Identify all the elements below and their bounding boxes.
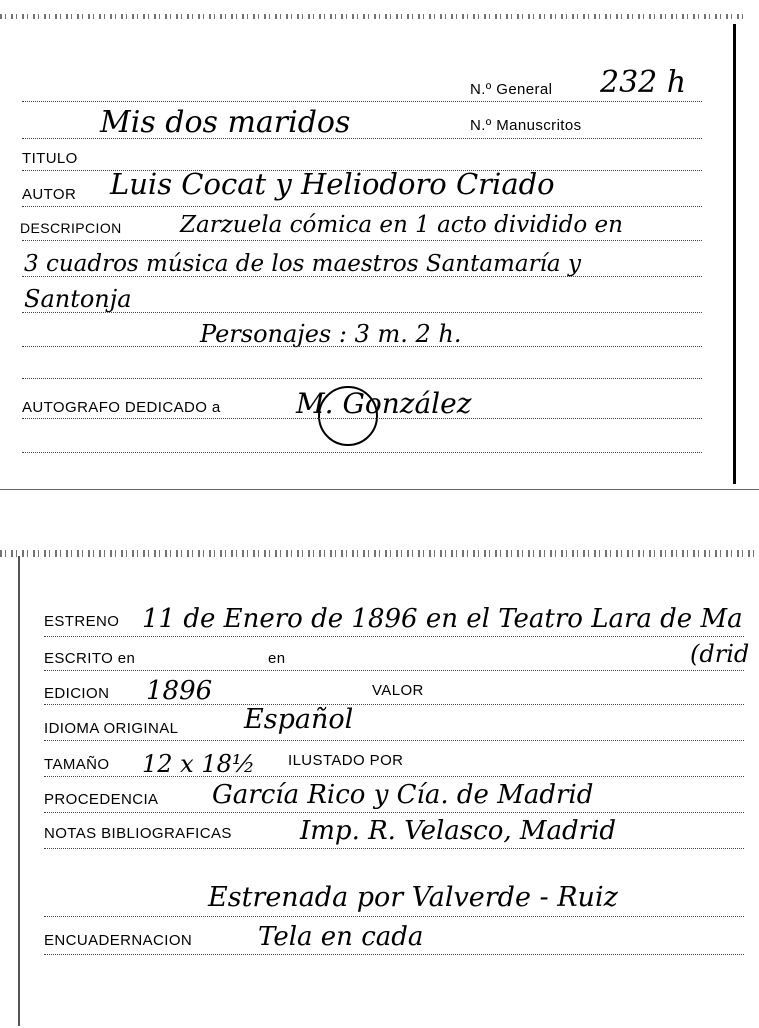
escrito-line bbox=[44, 670, 744, 671]
autografo-line-2 bbox=[22, 452, 702, 453]
estreno-line bbox=[44, 636, 744, 637]
notas-label: NOTAS BIBLIOGRAFICAS bbox=[44, 825, 232, 842]
card-front bbox=[0, 0, 759, 495]
notas-value: Imp. R. Velasco, Madrid bbox=[300, 816, 617, 846]
card-top-edge bbox=[0, 14, 745, 19]
procedencia-label: PROCEDENCIA bbox=[44, 791, 159, 808]
estreno-label: ESTRENO bbox=[44, 613, 120, 630]
titulo-label: TITULO bbox=[22, 150, 78, 167]
notas-line bbox=[44, 848, 744, 849]
idioma-label: IDIOMA ORIGINAL bbox=[44, 720, 179, 737]
edicion-value: 1896 bbox=[146, 676, 213, 706]
ilustrado-label: ILUSTADO POR bbox=[288, 752, 404, 769]
procedencia-value: García Rico y Cía. de Madrid bbox=[212, 780, 594, 810]
encuadernacion-value: Tela en cada bbox=[258, 922, 424, 952]
card-back bbox=[0, 520, 759, 1028]
personajes-line bbox=[22, 346, 702, 347]
autor-value: Luis Cocat y Heliodoro Criado bbox=[110, 167, 555, 201]
encuadernacion-line bbox=[44, 954, 744, 955]
tamano-label: TAMAÑO bbox=[44, 756, 110, 773]
estrenada-note: Estrenada por Valverde - Ruiz bbox=[208, 882, 618, 913]
idioma-line bbox=[44, 740, 744, 741]
descripcion-line-3: Santonja bbox=[24, 285, 132, 313]
personajes-value: Personajes : 3 m. 2 h. bbox=[200, 320, 462, 348]
valor-label: VALOR bbox=[372, 682, 424, 699]
estrenada-line bbox=[44, 916, 744, 917]
edicion-line bbox=[44, 704, 744, 705]
autor-line bbox=[22, 206, 702, 207]
descripcion-line-2-rule bbox=[22, 276, 702, 277]
autor-label: AUTOR bbox=[22, 186, 77, 203]
escrito-label: ESCRITO en bbox=[44, 650, 136, 667]
autografo-label: AUTOGRAFO DEDICADO a bbox=[22, 399, 221, 416]
descripcion-line-3-rule bbox=[22, 312, 702, 313]
descripcion-line-2: 3 cuadros música de los maestros Santamaría y bbox=[24, 251, 581, 277]
card-right-edge bbox=[733, 24, 736, 484]
blank-line bbox=[22, 378, 702, 379]
descripcion-line-1-rule bbox=[22, 240, 702, 241]
autografo-value: M. González bbox=[296, 387, 472, 420]
card-left-edge bbox=[18, 556, 20, 1026]
encuadernacion-label: ENCUADERNACION bbox=[44, 932, 193, 949]
procedencia-line bbox=[44, 812, 744, 813]
tamano-value: 12 x 18½ bbox=[142, 750, 256, 778]
escrito-en-label: en bbox=[268, 650, 286, 667]
general-line bbox=[22, 101, 702, 102]
general-number-value: 232 h bbox=[600, 65, 687, 100]
estreno-value: 11 de Enero de 1896 en el Teatro Lara de Ma bbox=[142, 604, 743, 634]
descripcion-line-1: Zarzuela cómica en 1 acto dividido en bbox=[180, 212, 623, 238]
card-top-edge bbox=[0, 550, 759, 557]
estreno-continuation: (drid bbox=[690, 640, 750, 668]
descripcion-label: DESCRIPCION bbox=[20, 220, 122, 236]
title-value: Mis dos maridos bbox=[100, 105, 351, 140]
manuscritos-line bbox=[22, 138, 702, 139]
autografo-line bbox=[22, 418, 702, 419]
card-bottom-edge bbox=[0, 489, 759, 490]
general-number-label: N.º General bbox=[470, 81, 553, 98]
idioma-value: Español bbox=[244, 704, 354, 735]
edicion-label: EDICION bbox=[44, 685, 110, 702]
tamano-line bbox=[44, 776, 744, 777]
manuscritos-label: N.º Manuscritos bbox=[470, 117, 582, 134]
